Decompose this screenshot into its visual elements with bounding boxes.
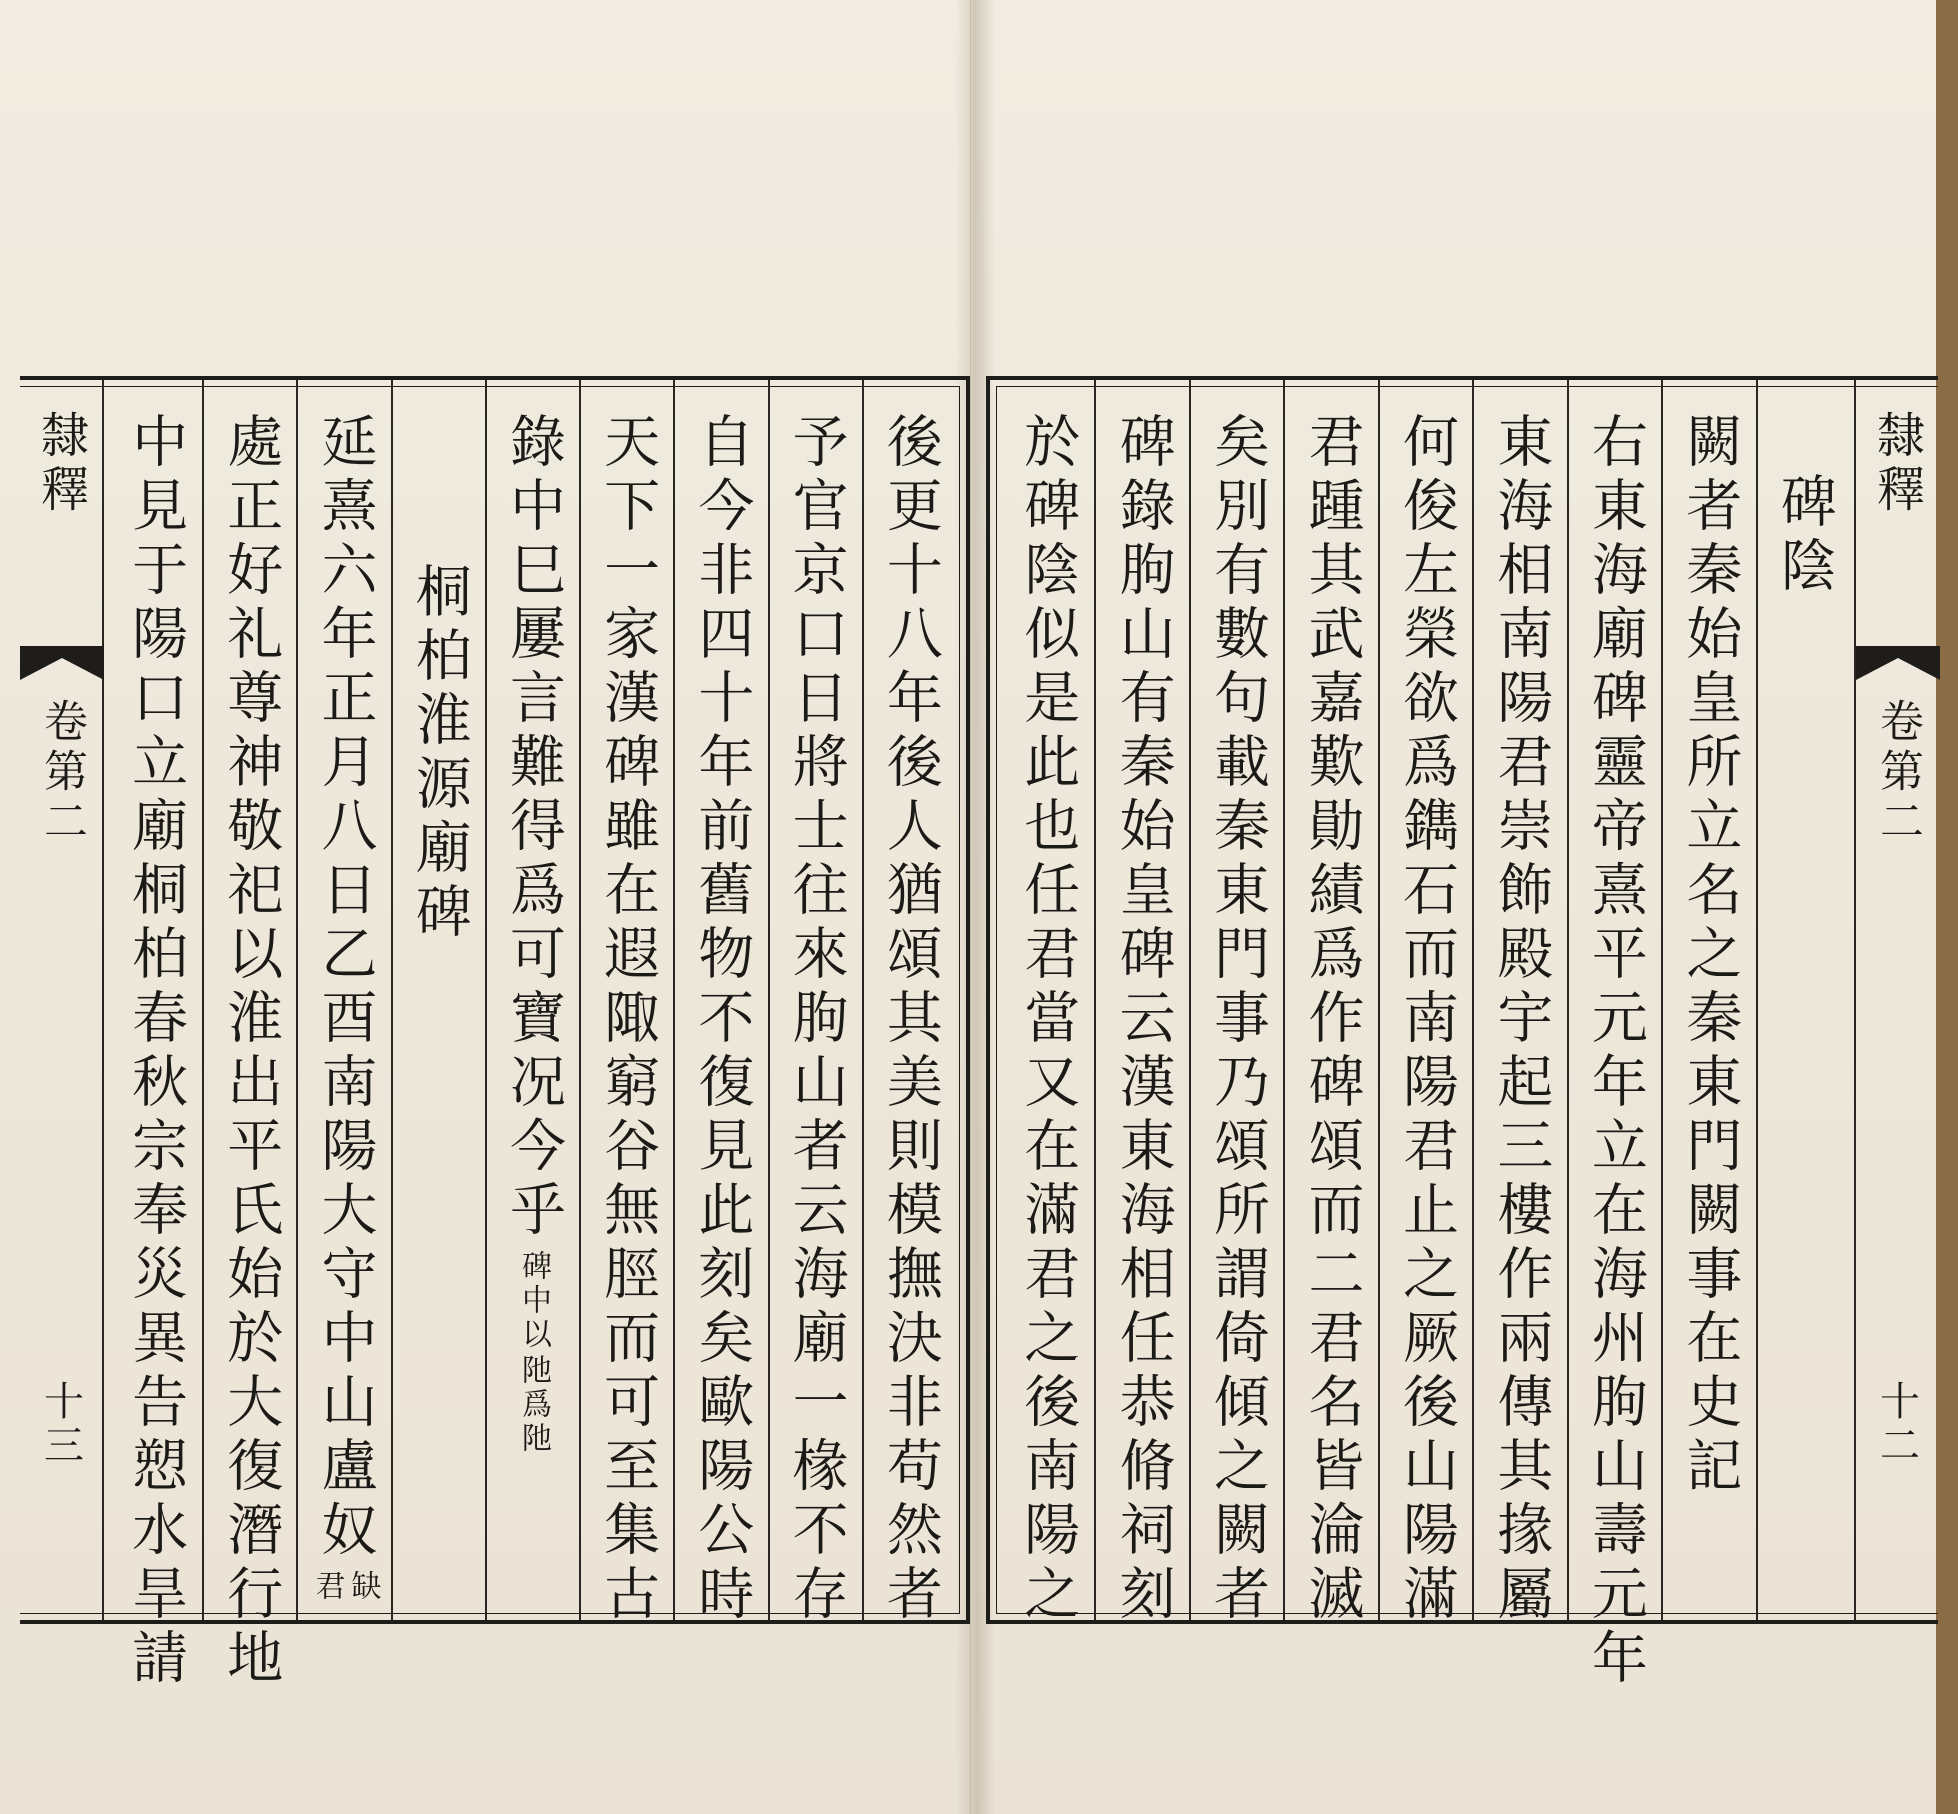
text-column <box>108 380 202 1692</box>
column-text: 何俊左榮欲爲鐫石而南陽君止之厥後山陽滿 <box>1393 412 1459 1628</box>
note-line: 碑中以 <box>515 1250 551 1352</box>
block-heart-volume: 卷第二 <box>36 698 87 848</box>
text-column <box>673 380 767 1628</box>
text-column <box>1472 380 1566 1628</box>
text-column <box>1000 380 1094 1628</box>
column-text: 自今非四十年前舊物不復見此刻矣歐陽公時 <box>689 412 755 1628</box>
page-edge <box>1936 0 1958 1814</box>
text-column <box>202 380 296 1692</box>
block-heart-title: 隸釋 <box>1868 410 1925 518</box>
left-columns <box>108 380 956 1692</box>
text-column <box>1378 380 1472 1628</box>
section-heading: 碑陰 <box>1771 472 1837 600</box>
column-with-note <box>500 412 566 1620</box>
column-text: 君踵其武嘉歎勛績爲作碑頌而二君名皆淪滅 <box>1299 412 1365 1628</box>
column-text: 處正好礼尊神敬祀以淮出平氏始於大復潛行地 <box>218 412 284 1692</box>
interlinear-note <box>308 1570 380 1620</box>
text-column <box>296 380 390 1620</box>
left-text-frame <box>20 376 970 1692</box>
right-block-heart <box>1854 380 1938 1620</box>
text-column <box>1661 380 1755 1620</box>
interlinear-note <box>515 1250 551 1456</box>
text-column <box>1094 380 1188 1628</box>
right-text-frame <box>986 376 1938 1692</box>
text-column <box>485 380 579 1620</box>
fishtail-mark-icon <box>20 646 104 686</box>
column-text: 中見于陽口立廟桐柏春秋宗奉災異告愬水旱請 <box>123 412 189 1692</box>
left-block-heart <box>20 380 104 1620</box>
text-column <box>768 380 862 1628</box>
text-column <box>862 380 956 1628</box>
text-column <box>1283 380 1377 1628</box>
column-text: 闕者秦始皇所立名之秦東門闕事在史記 <box>1677 412 1743 1500</box>
stele-title: 桐柏淮源廟碑 <box>406 562 472 946</box>
column-text: 予官京口日將士往來朐山者云海廟一椽不存 <box>783 412 849 1628</box>
column-text: 後更十八年後人猶頌其美則模撫決非苟然者 <box>877 412 943 1628</box>
text-column <box>1189 380 1283 1628</box>
text-column <box>1567 380 1661 1692</box>
note-line: 阤爲阤 <box>515 1354 551 1456</box>
column-text: 錄中巳屢言難得爲可寶况今乎 <box>500 412 566 1244</box>
block-heart-title: 隸釋 <box>32 410 89 518</box>
block-heart-volume: 卷第二 <box>1872 698 1923 848</box>
column-text: 延熹六年正月八日乙酉南陽大守中山盧奴 <box>312 412 378 1564</box>
fishtail-mark-icon <box>1856 646 1940 686</box>
column-with-note <box>309 412 381 1620</box>
column-text: 碑錄朐山有秦始皇碑云漢東海相任恭脩祠刻 <box>1110 412 1176 1628</box>
note-line: 缺君 <box>309 1570 381 1604</box>
block-heart-page-number: 十二 <box>1873 1380 1920 1468</box>
column-text: 矣別有數句載秦東門事乃頌所謂倚傾之闕者 <box>1205 412 1271 1628</box>
text-column <box>391 380 485 1620</box>
right-columns <box>1000 380 1850 1692</box>
column-text: 東海相南陽君崇飾殿宇起三樓作兩傳其掾屬 <box>1488 412 1554 1628</box>
text-column <box>1756 380 1850 1620</box>
column-text: 右東海廟碑靈帝熹平元年立在海州朐山壽元年 <box>1582 412 1648 1692</box>
column-text: 於碑陰似是此也任君當又在滿君之後南陽之 <box>1015 412 1081 1628</box>
block-heart-page-number: 十三 <box>37 1380 84 1468</box>
text-column <box>579 380 673 1628</box>
column-text: 天下一家漢碑雖在遐陬窮谷無脛而可至集古 <box>595 412 661 1628</box>
